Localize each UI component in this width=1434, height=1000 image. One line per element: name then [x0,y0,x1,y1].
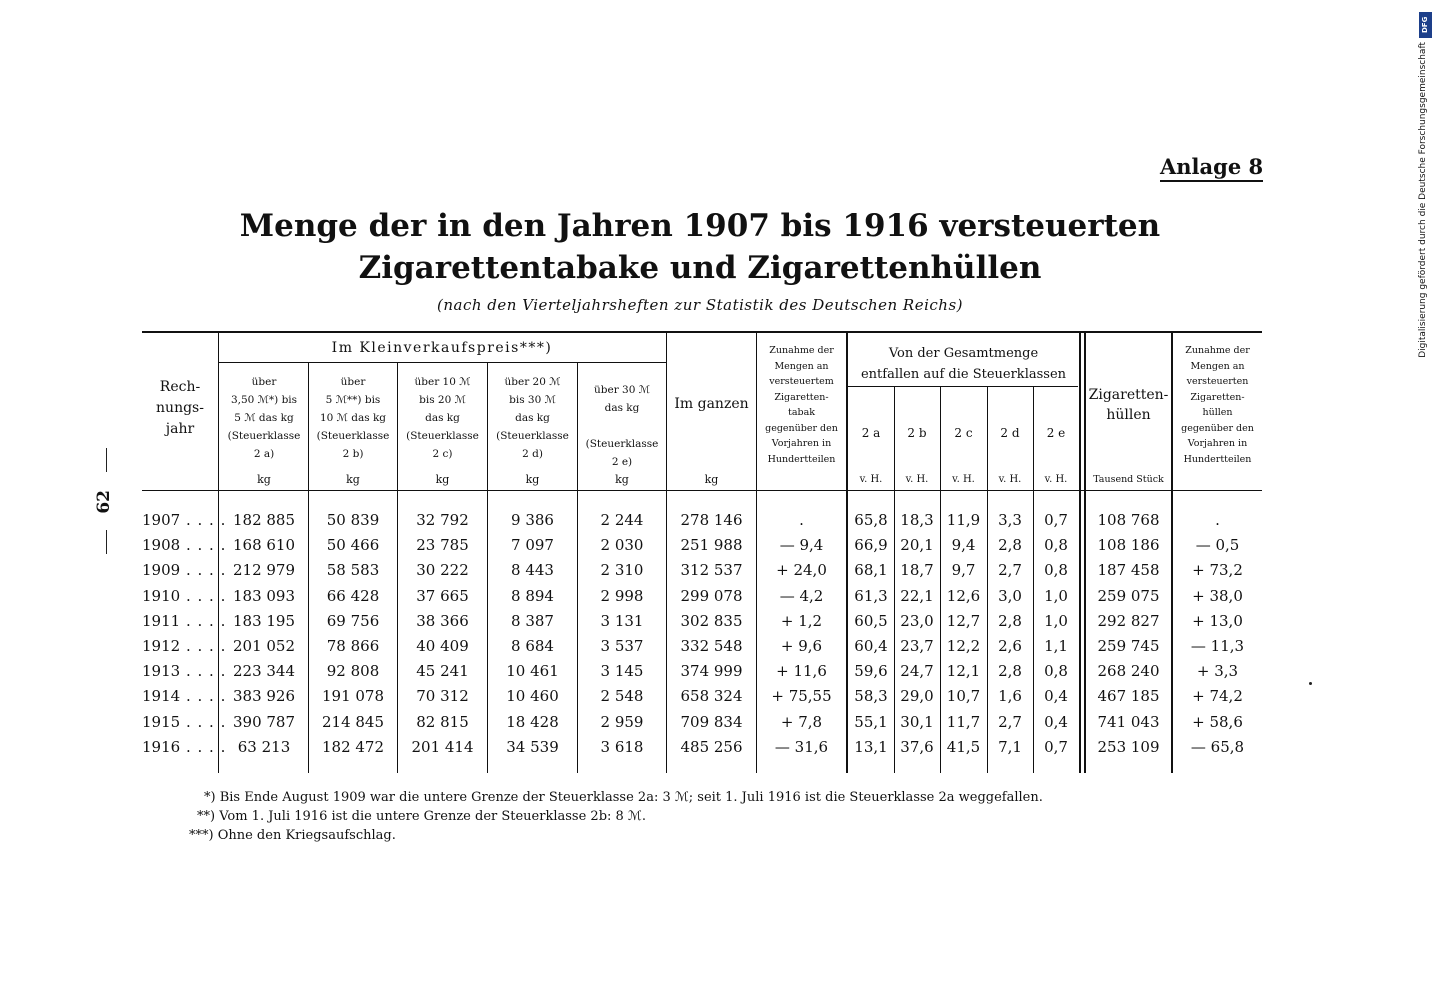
cell-s2d: 2,8 [998,536,1022,555]
cell-a: 212 979 [232,561,296,580]
cell-c: 37 665 [416,586,469,605]
header-increase-tobacco: Zunahme der Mengen an versteuertem Zigaretten- tabak gegenüber den Vorjahren in Hundertteilen [765,345,838,465]
cell-s2c: 9,7 [951,561,976,580]
cell-b: 182 472 [321,737,385,756]
footnote-2: **) Vom 1. Juli 1916 ist die untere Grenze der Steuerklasse 2b: 8 ℳ. [197,809,646,824]
cell-inc2: . [1215,511,1220,529]
cell-b: 78 866 [326,637,380,655]
cell-s2e: 0,4 [1044,712,1068,731]
leader-dots: . . . . [180,637,227,655]
cell-s2c: 9,4 [951,536,976,555]
leader-dots: . . . . [180,712,227,731]
cell-total: 374 999 [680,662,743,681]
cell-s2e: 0,7 [1044,737,1068,756]
page-subtitle: (nach den Vierteljahrsheften zur Statistik des Deutschen Reichs) [437,296,963,314]
page-number: 62 [94,490,114,514]
row-year [142,536,226,554]
cell-s2d: 2,6 [998,637,1022,655]
cell-total: 332 548 [680,637,743,655]
leader-dots: . . . . [180,687,227,706]
cell-s2a: 65,8 [854,511,888,529]
cell-b: 66 428 [326,586,380,605]
cell-d: 8 684 [511,637,554,655]
header-total: Im ganzen [674,396,749,412]
cell-inc: . [799,511,804,529]
header-increase-sleeves: Zunahme der Mengen an versteuerten Zigaretten- hüllen gegenüber den Vorjahren in Hundertteilen [1181,345,1254,465]
dfg-logo: DFG [1419,12,1432,38]
cell-d: 8 894 [511,586,554,605]
statistics-table [142,331,1262,776]
row-year [142,662,226,680]
cell-b: 214 845 [321,712,385,731]
leader-dots: . . . . [180,662,227,681]
year-value: 1915 [142,712,181,731]
cell-d: 18 428 [506,712,559,731]
cell-inc: + 7,8 [780,712,823,731]
cell-s2e: 0,8 [1044,662,1068,681]
cell-b: 191 078 [321,687,385,706]
annex-label: Anlage 8 [1160,154,1263,182]
cell-s2d: 2,7 [998,712,1022,731]
cell-e: 2 959 [600,712,644,731]
cell-c: 40 409 [416,637,469,655]
cell-b: 92 808 [326,662,380,681]
leader-dots: . . . . [180,737,227,756]
header-class-2d: über 20 ℳ bis 30 ℳ das kg (Steuerklasse 2 d) [496,376,569,460]
cell-s2c: 12,7 [946,611,981,630]
cell-s2e: 1,0 [1044,586,1068,605]
cell-e: 3 131 [600,611,644,630]
retail-group-rule [218,362,666,363]
cell-inc: — 4,2 [779,586,824,605]
page-number-rule-top [106,448,107,472]
page-number-rule-bottom [106,530,107,554]
page-title: Menge der in den Jahren 1907 bis 1916 versteuerten Zigarettentabake und Zigarettenhüllen [239,208,1161,286]
unit-label: kg [525,473,540,486]
cell-inc: — 31,6 [774,737,829,756]
cell-a: 383 926 [232,687,296,706]
cell-inc: + 24,0 [776,561,827,580]
cell-s2d: 3,0 [998,586,1022,605]
footnotes [180,788,1180,845]
cell-total: 302 835 [680,611,743,630]
col-rule-heavy [1079,333,1081,773]
cell-s2d: 2,7 [998,561,1022,580]
year-value: 1913 [142,662,181,681]
row-year [142,561,226,579]
cell-a: 183 093 [232,586,296,605]
cell-s2b: 18,3 [900,511,934,529]
cell-total: 485 256 [680,737,743,756]
header-share-2e: 2 e [1046,426,1066,440]
header-share-group: Von der Gesamtmenge entfallen auf die Steuerklassen [860,346,1067,382]
cell-e: 3 537 [600,637,644,655]
cell-inc2: + 74,2 [1192,687,1243,706]
cell-sleeves: 187 458 [1097,561,1160,580]
cell-s2a: 66,9 [854,536,888,555]
cell-s2a: 59,6 [854,662,888,681]
footnote-3: ***) Ohne den Kriegsaufschlag. [189,828,396,843]
cell-s2e: 0,7 [1044,511,1068,529]
cell-inc: + 9,6 [780,637,823,655]
year-value: 1909 [142,561,181,580]
cell-total: 658 324 [680,687,743,706]
share-group-rule [848,386,1078,387]
cell-sleeves: 253 109 [1097,737,1160,756]
cell-c: 82 815 [416,712,469,731]
cell-s2d: 1,6 [998,687,1022,706]
cell-s2a: 60,5 [854,611,888,630]
header-share-2b: 2 b [907,426,927,440]
leader-dots: . . . . [180,586,227,605]
cell-s2c: 12,2 [946,637,981,655]
cell-e: 2 244 [600,511,644,529]
unit-label: kg [704,473,719,486]
cell-sleeves: 741 043 [1097,712,1160,731]
cell-d: 10 461 [506,662,559,681]
year-value: 1911 [142,611,181,630]
cell-b: 50 839 [326,511,380,529]
year-value: 1912 [142,637,181,655]
cell-inc: + 11,6 [776,662,827,681]
cell-s2c: 11,7 [946,712,981,731]
cell-e: 2 030 [600,536,644,555]
cell-s2e: 1,0 [1044,611,1068,630]
cell-s2a: 68,1 [854,561,888,580]
cell-inc2: + 58,6 [1192,712,1243,731]
unit-label: Tausend Stück [1093,474,1164,485]
cell-d: 10 460 [506,687,559,706]
header-class-2c: über 10 ℳ bis 20 ℳ das kg (Steuerklasse 2 c) [406,376,479,460]
cell-e: 2 998 [600,586,644,605]
cell-b: 50 466 [326,536,380,555]
cell-e: 2 310 [600,561,644,580]
cell-sleeves: 259 745 [1097,637,1160,655]
cell-s2d: 7,1 [998,737,1022,756]
cell-c: 30 222 [416,561,469,580]
cell-b: 58 583 [326,561,380,580]
cell-a: 168 610 [232,536,296,555]
unit-label: kg [257,473,271,486]
cell-d: 9 386 [511,511,554,529]
cell-total: 312 537 [680,561,743,580]
footnote-1: *) Bis Ende August 1909 war die untere Grenze der Steuerklasse 2a: 3 ℳ; seit 1. Juli 1916 ist die Steuerklasse 2a weggefallen. [204,790,1043,805]
cell-s2a: 58,3 [854,687,888,706]
cell-a: 223 344 [232,662,296,681]
unit-label: kg [615,473,629,486]
cell-d: 7 097 [511,536,554,555]
cell-b: 69 756 [326,611,380,630]
unit-label: v. H. [1044,474,1068,485]
cell-inc: — 9,4 [779,536,824,555]
cell-a: 390 787 [232,712,296,731]
leader-dots: . . . . [180,511,227,529]
cell-total: 709 834 [680,712,743,731]
cell-s2e: 0,4 [1044,687,1068,706]
row-year [142,738,226,756]
leader-dots: . . . . [180,536,227,555]
cell-s2c: 12,6 [946,586,981,605]
cell-a: 182 885 [232,511,296,529]
cell-d: 8 387 [511,611,554,630]
header-class-2e: über 30 ℳ das kg (Steuerklasse 2 e) [585,384,659,468]
cell-inc: + 1,2 [780,611,823,630]
cell-s2a: 61,3 [854,586,888,605]
cell-s2a: 60,4 [854,637,888,655]
cell-s2c: 12,1 [946,662,981,681]
cell-s2e: 1,1 [1044,637,1068,655]
cell-c: 70 312 [416,687,469,706]
year-value: 1910 [142,586,181,605]
year-value: 1907 [142,511,181,529]
cell-a: 63 213 [237,737,291,756]
cell-inc2: + 73,2 [1192,561,1243,580]
cell-s2d: 2,8 [998,611,1022,630]
cell-e: 3 618 [600,737,644,756]
year-value: 1908 [142,536,181,555]
cell-inc2: — 0,5 [1195,536,1240,555]
unit-label: v. H. [905,474,929,485]
cell-s2b: 37,6 [900,737,934,756]
cell-s2b: 23,7 [900,637,934,655]
cell-s2e: 0,8 [1044,561,1068,580]
cell-sleeves: 108 768 [1097,511,1160,529]
leader-dots: . . . . [180,611,227,630]
cell-sleeves: 108 186 [1097,536,1160,555]
cell-s2d: 2,8 [998,662,1022,681]
cell-s2c: 11,9 [946,511,981,529]
header-year: Rech- nungs- jahr [156,379,204,437]
cell-s2c: 41,5 [946,737,981,756]
unit-label: kg [435,473,450,486]
unit-label: kg [346,473,360,486]
cell-sleeves: 268 240 [1097,662,1160,681]
unit-label: v. H. [952,474,975,485]
cell-c: 201 414 [411,737,474,756]
cell-c: 38 366 [416,611,469,630]
cell-inc2: + 38,0 [1192,586,1243,605]
cell-s2a: 13,1 [854,737,888,756]
year-value: 1914 [142,687,181,706]
cell-s2e: 0,8 [1044,536,1068,555]
row-year [142,587,226,605]
cell-sleeves: 259 075 [1097,586,1160,605]
cell-e: 3 145 [600,662,644,681]
cell-total: 251 988 [680,536,743,555]
cell-c: 23 785 [416,536,469,555]
cell-s2b: 29,0 [900,687,934,706]
cell-s2a: 55,1 [854,712,888,731]
header-sleeves: Zigaretten- hüllen [1088,387,1169,423]
row-year [142,612,226,630]
cell-inc2: + 3,3 [1196,662,1239,681]
row-year [142,511,226,529]
row-year [142,637,226,655]
cell-s2b: 30,1 [900,712,934,731]
cell-s2c: 10,7 [946,687,981,706]
table-top-rule [142,331,1262,333]
cell-a: 201 052 [232,637,296,655]
cell-c: 32 792 [416,511,469,529]
cell-s2b: 22,1 [900,586,934,605]
header-share-2c: 2 c [954,426,973,440]
cell-s2d: 3,3 [998,511,1022,529]
cell-a: 183 195 [232,611,296,630]
print-speck [1309,682,1312,685]
unit-label: v. H. [859,474,883,485]
digitization-credit: Digitalisierung gefördert durch die Deutsche Forschungsgemeinschaft [1418,42,1428,358]
unit-label: v. H. [998,474,1022,485]
cell-d: 8 443 [511,561,554,580]
row-year [142,713,226,731]
header-share-2d: 2 d [1000,426,1020,440]
cell-s2b: 24,7 [900,662,934,681]
header-class-2b: über 5 ℳ**) bis 10 ℳ das kg (Steuerklasse 2 b) [316,376,390,460]
cell-e: 2 548 [600,687,644,706]
digitization-note [1418,8,1434,398]
cell-s2b: 20,1 [900,536,934,555]
leader-dots: . . . . [180,561,227,580]
cell-d: 34 539 [506,737,559,756]
row-year [142,687,226,705]
cell-s2b: 18,7 [900,561,934,580]
cell-total: 278 146 [680,511,743,529]
cell-inc2: + 13,0 [1192,611,1243,630]
header-share-2a: 2 a [861,426,881,440]
cell-c: 45 241 [416,662,469,681]
cell-total: 299 078 [680,586,743,605]
cell-sleeves: 467 185 [1097,687,1160,706]
header-class-2a: über 3,50 ℳ*) bis 5 ℳ das kg (Steuerklasse 2 a) [227,376,301,460]
cell-sleeves: 292 827 [1097,611,1160,630]
cell-inc2: — 11,3 [1190,637,1245,655]
header-bottom-rule [142,490,1262,491]
cell-s2b: 23,0 [900,611,934,630]
header-retail-group: Im Kleinverkaufspreis***) [331,340,553,356]
cell-inc2: — 65,8 [1190,737,1245,756]
cell-inc: + 75,55 [771,687,832,706]
year-value: 1916 [142,737,181,756]
